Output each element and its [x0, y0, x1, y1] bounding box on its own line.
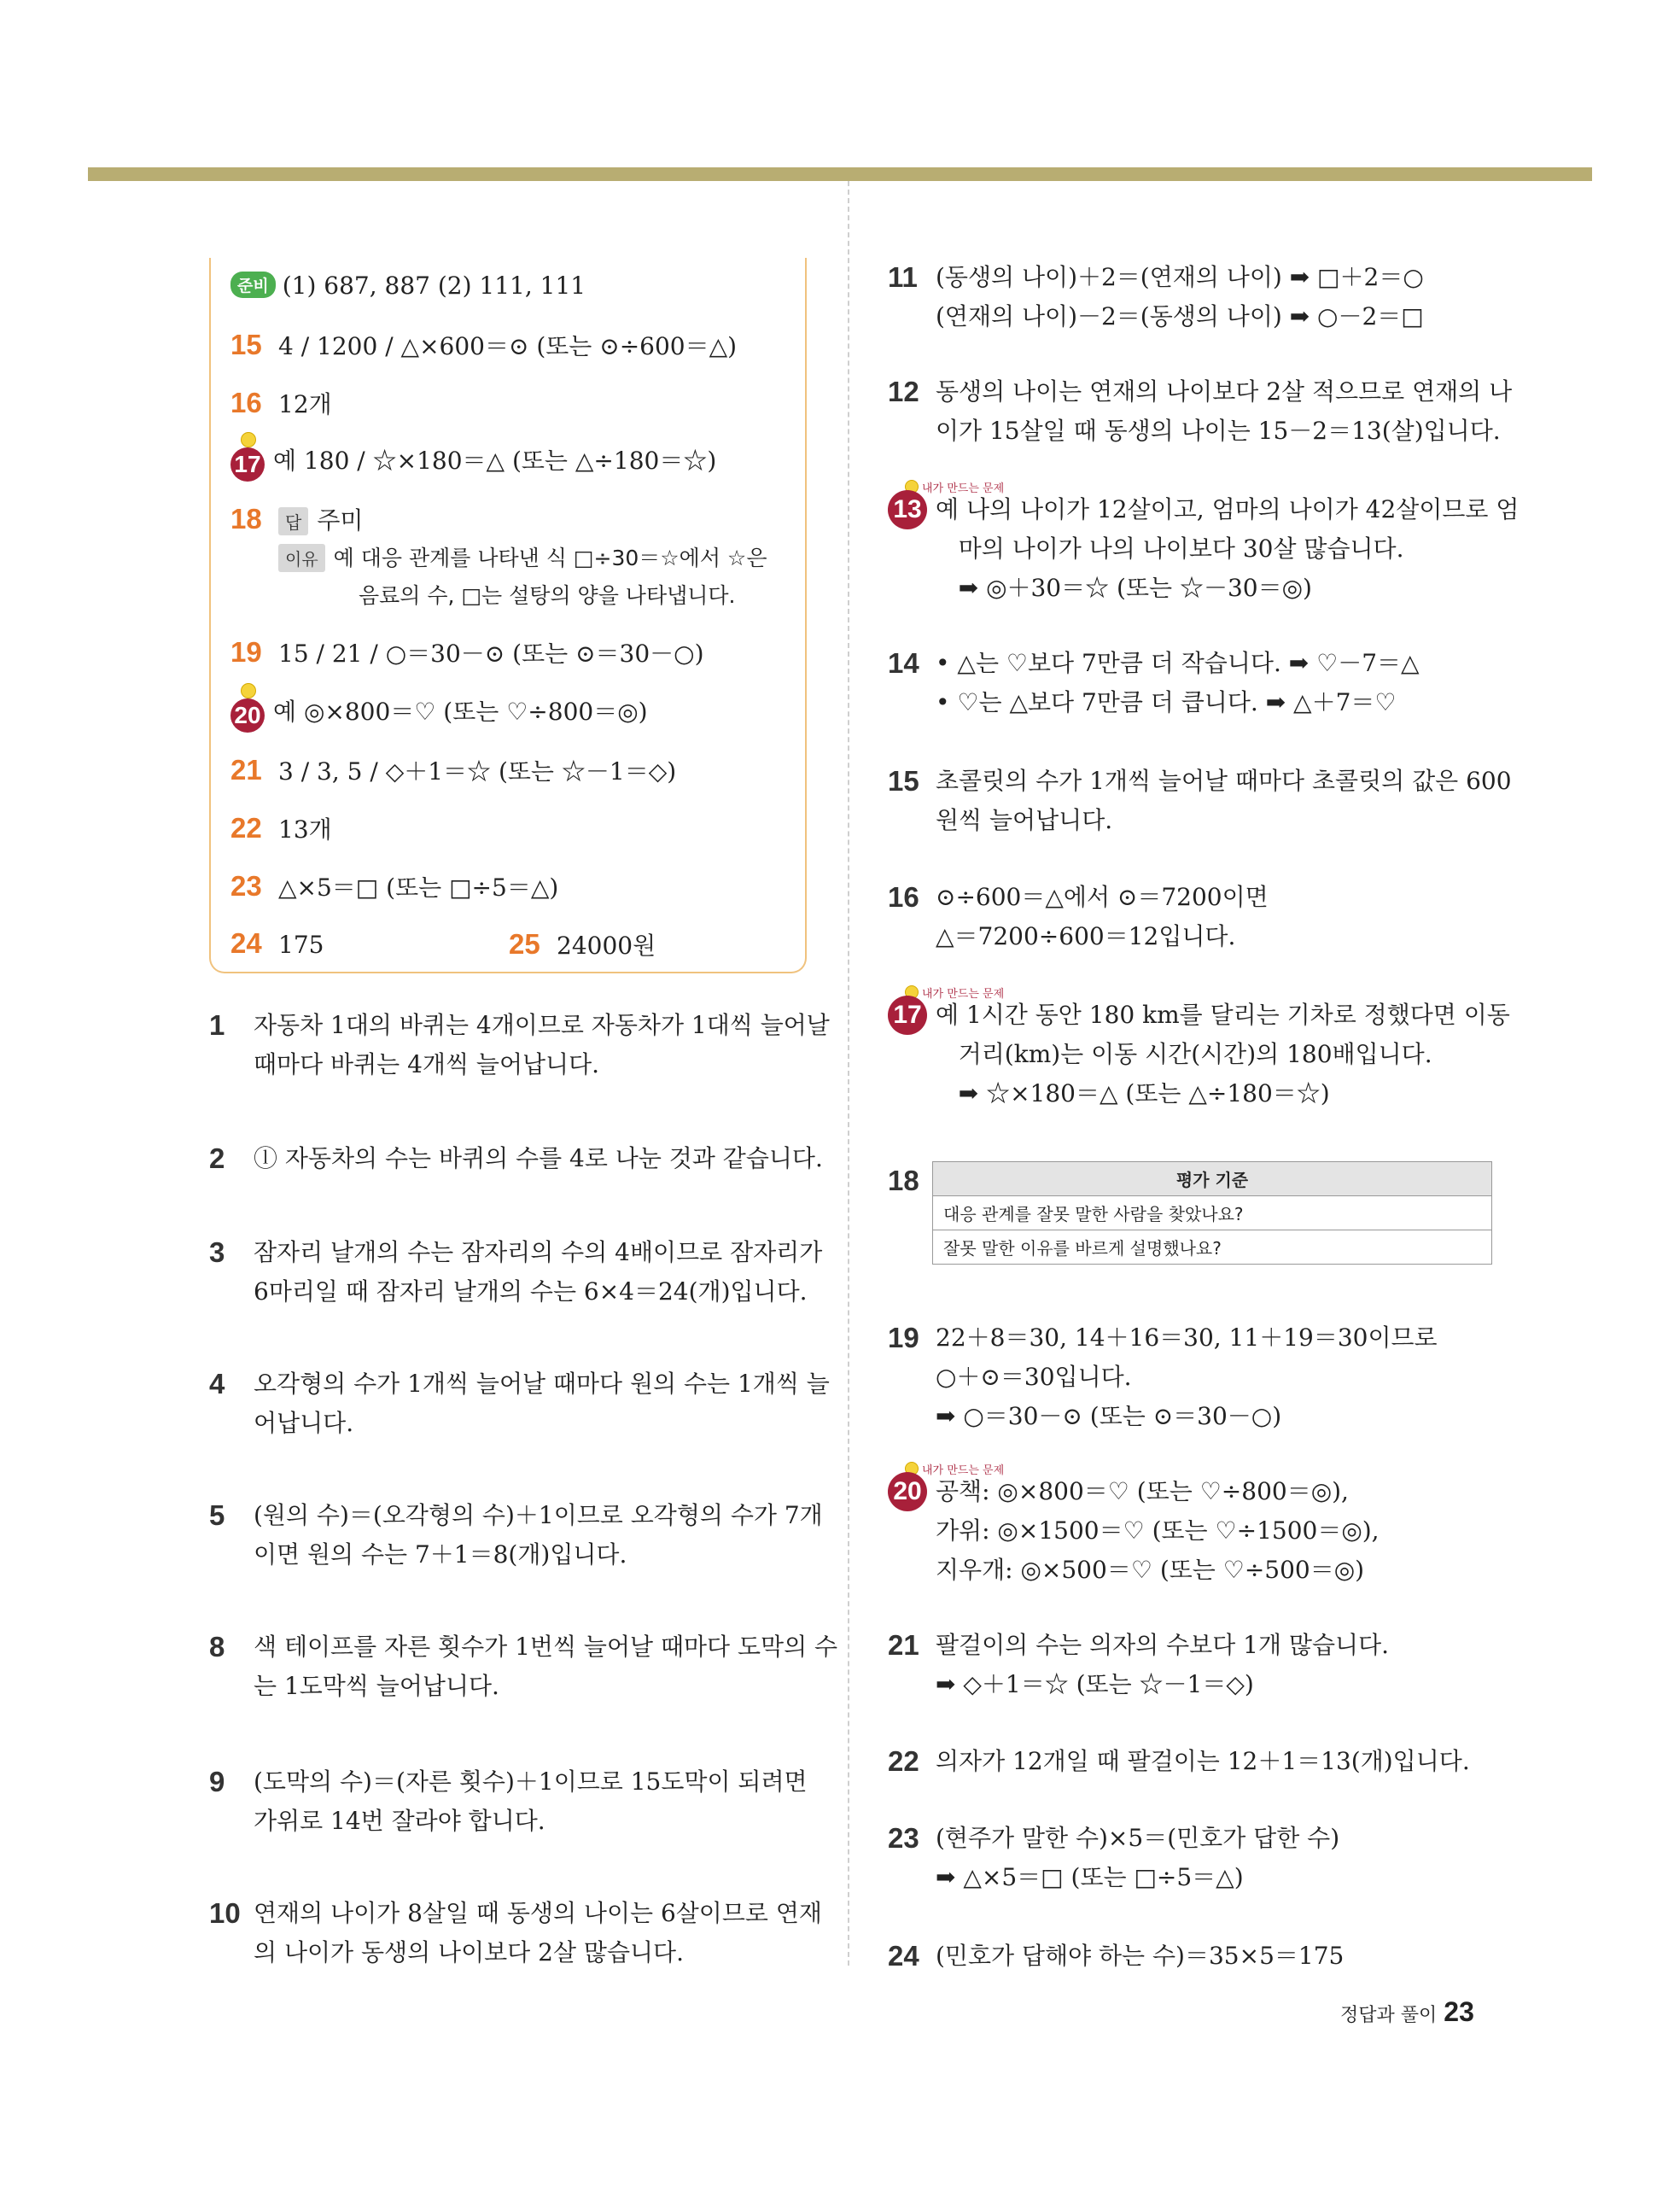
summary-number: 23	[230, 870, 262, 902]
solution-line: 예 1시간 동안 180 km를 달리는 기차로 정했다면 이동	[936, 1001, 1510, 1029]
solution-line: 가위: ◎×1500＝♡ (또는 ♡÷1500＝◎),	[936, 1516, 1380, 1545]
item-number: 3	[209, 1236, 225, 1268]
item-number: 14	[888, 647, 919, 679]
solution-line: 공책: ◎×800＝♡ (또는 ♡÷800＝◎),	[936, 1477, 1349, 1505]
summary-number: 15	[230, 329, 262, 360]
summary-row	[230, 386, 332, 420]
mine-problem-badge: 17	[888, 996, 927, 1035]
summary-text: 12개	[278, 390, 332, 418]
solution-line: 이면 원의 수는 7＋1＝8(개)입니다.	[254, 1540, 627, 1569]
solution-line: ➡ ◎＋30＝☆ (또는 ☆－30＝◎)	[936, 574, 1312, 602]
solution-line: 이가 15살일 때 동생의 나이는 15－2＝13(살)입니다.	[936, 417, 1501, 445]
item-number: 16	[888, 881, 919, 913]
summary-text: 예 180 / ☆×180＝△ (또는 △÷180＝☆)	[273, 447, 717, 475]
summary-reason	[278, 541, 767, 572]
solution-line: 22＋8＝30, 14＋16＝30, 11＋19＝30이므로	[936, 1323, 1438, 1352]
solution-line: 6마리일 때 잠자리 날개의 수는 6×4＝24(개)입니다.	[254, 1277, 808, 1306]
solution-line: 잠자리 날개의 수는 잠자리의 수의 4배이므로 잠자리가	[254, 1238, 823, 1266]
solution-line: ➡ ◇＋1＝☆ (또는 ☆－1＝◇)	[936, 1670, 1254, 1698]
solution-line: 팔걸이의 수는 의자의 수보다 1개 많습니다.	[936, 1631, 1390, 1659]
summary-number: 16	[230, 387, 262, 418]
mine-problem-badge: 17	[230, 447, 265, 482]
summary-text: 15 / 21 / ○＝30－⊙ (또는 ⊙＝30－○)	[278, 640, 704, 668]
solution-line: • △는 ♡보다 7만큼 더 작습니다. ➡ ♡－7＝△	[936, 649, 1420, 677]
solution-line: ⓛ 자동차의 수는 바퀴의 수를 4로 나눈 것과 같습니다.	[254, 1144, 823, 1172]
solution-line: 가위로 14번 잘라야 합니다.	[254, 1807, 545, 1835]
summary-text: △×5＝□ (또는 □÷5＝△)	[278, 873, 559, 902]
summary-number: 18	[230, 503, 262, 535]
solution-line: 색 테이프를 자른 횟수가 1번씩 늘어날 때마다 도막의 수	[254, 1633, 838, 1661]
evaluation-criteria-table	[932, 1161, 1492, 1265]
solution-line: 의 나이가 동생의 나이보다 2살 많습니다.	[254, 1938, 684, 1966]
solution-line: (민호가 답해야 하는 수)＝35×5＝175	[936, 1942, 1345, 1970]
summary-row	[230, 811, 332, 845]
reason-tag: 이유	[278, 544, 325, 572]
summary-text: 13개	[278, 815, 332, 844]
item-number: 21	[888, 1629, 919, 1661]
item-number: 9	[209, 1766, 225, 1797]
solution-line: 연재의 나이가 8살일 때 동생의 나이는 6살이므로 연재	[254, 1899, 822, 1927]
solution-line: △＝7200÷600＝12입니다.	[936, 922, 1236, 950]
answer-tag: 답	[278, 507, 308, 535]
item-number: 18	[888, 1165, 919, 1196]
summary-row	[230, 693, 648, 733]
summary-reason-line-2: 음료의 수, □는 설탕의 양을 나타냅니다.	[359, 583, 736, 608]
summary-number: 21	[230, 754, 262, 786]
summary-row	[230, 442, 716, 482]
solution-line: 어납니다.	[254, 1409, 354, 1437]
mine-problem-badge: 20	[888, 1472, 927, 1511]
page-number: 23	[1444, 1996, 1474, 2027]
solution-line: (도막의 수)＝(자른 횟수)＋1이므로 15도막이 되려면	[254, 1767, 808, 1796]
mine-problem-label: 내가 만드는 문제	[905, 470, 1004, 509]
solution-line: 예 나의 나이가 12살이고, 엄마의 나이가 42살이므로 엄	[936, 495, 1520, 523]
solution-line: 동생의 나이는 연재의 나이보다 2살 적으므로 연재의 나	[936, 377, 1513, 406]
summary-row	[230, 869, 558, 903]
solution-line: 원씩 늘어납니다.	[936, 806, 1113, 834]
summary-row	[230, 635, 704, 669]
solution-line: (연재의 나이)－2＝(동생의 나이) ➡ ○－2＝□	[936, 302, 1424, 330]
solution-line: 는 1도막씩 늘어납니다.	[254, 1672, 499, 1700]
item-number: 4	[209, 1368, 225, 1399]
item-number: 15	[888, 765, 919, 797]
junbi-text: (1) 687, 887 (2) 111, 111	[282, 272, 586, 300]
solution-line: 지우개: ◎×500＝♡ (또는 ♡÷500＝◎)	[936, 1556, 1365, 1584]
item-number: 1	[209, 1009, 225, 1041]
solution-line: ⊙÷600＝△에서 ⊙＝7200이면	[936, 883, 1269, 911]
summary-row	[230, 927, 324, 960]
solution-line: 자동차 1대의 바퀴는 4개이므로 자동차가 1대씩 늘어날	[254, 1011, 830, 1039]
reason-line-1: 예 대응 관계를 나타낸 식 □÷30＝☆에서 ☆은	[333, 546, 767, 570]
summary-number: 19	[230, 636, 262, 668]
summary-row	[230, 502, 363, 536]
solution-line: 의자가 12개일 때 팔걸이는 12＋1＝13(개)입니다.	[936, 1747, 1470, 1775]
solution-line: ➡ ○＝30－⊙ (또는 ⊙＝30－○)	[936, 1402, 1282, 1430]
junbi-badge: 준비	[230, 272, 276, 298]
mine-problem-badge: 13	[888, 490, 927, 529]
solution-line: 때마다 바퀴는 4개씩 늘어납니다.	[254, 1050, 600, 1078]
solution-line: (원의 수)＝(오각형의 수)＋1이므로 오각형의 수가 7개	[254, 1501, 823, 1529]
solution-line: ➡ △×5＝□ (또는 □÷5＝△)	[936, 1863, 1244, 1891]
criteria-row: 잘못 말한 이유를 바르게 설명했나요?	[933, 1230, 1492, 1265]
criteria-row: 대응 관계를 잘못 말한 사람을 찾았나요?	[933, 1196, 1492, 1230]
footer-label: 정답과 풀이	[1340, 2005, 1438, 2026]
solution-line: ➡ ☆×180＝△ (또는 △÷180＝☆)	[936, 1079, 1330, 1107]
item-number: 22	[888, 1745, 919, 1777]
summary-text: 3 / 3, 5 / ◇＋1＝☆ (또는 ☆－1＝◇)	[278, 757, 677, 786]
solution-line: (동생의 나이)＋2＝(연재의 나이) ➡ □＋2＝○	[936, 263, 1424, 291]
answer-summary-box	[209, 258, 807, 973]
smiley-icon	[241, 432, 256, 447]
solution-line: 초콜릿의 수가 1개씩 늘어날 때마다 초콜릿의 값은 600	[936, 767, 1512, 795]
mine-problem-badge: 20	[230, 698, 265, 733]
smiley-icon	[241, 683, 256, 698]
page-footer	[1340, 1996, 1474, 2028]
mine-problem-label: 내가 만드는 문제	[905, 975, 1004, 1014]
summary-text: 4 / 1200 / △×600＝⊙ (또는 ⊙÷600＝△)	[278, 332, 738, 360]
solution-line: (현주가 말한 수)×5＝(민호가 답한 수)	[936, 1824, 1340, 1852]
item-number: 5	[209, 1499, 225, 1531]
summary-text: 175	[278, 931, 324, 959]
mine-problem-label: 내가 만드는 문제	[905, 1452, 1004, 1491]
summary-junbi	[230, 272, 586, 300]
summary-number: 22	[230, 812, 262, 844]
solution-line: ○＋⊙＝30입니다.	[936, 1363, 1132, 1391]
summary-text: 예 ◎×800＝♡ (또는 ♡÷800＝◎)	[273, 698, 648, 726]
summary-number: 25	[509, 928, 540, 960]
item-number: 24	[888, 1940, 919, 1972]
solution-line: 마의 나이가 나의 나이보다 30살 많습니다.	[936, 535, 1404, 563]
item-number: 23	[888, 1822, 919, 1854]
column-divider	[848, 181, 849, 1966]
item-number: 11	[888, 261, 918, 293]
answer-text: 주미	[317, 506, 364, 535]
summary-text: 24000원	[557, 932, 656, 960]
solution-line: 거리(km)는 이동 시간(시간)의 180배입니다.	[936, 1040, 1432, 1068]
item-number: 12	[888, 376, 919, 407]
item-number: 2	[209, 1142, 225, 1174]
item-number: 8	[209, 1631, 225, 1662]
summary-row	[230, 753, 676, 787]
summary-row	[230, 328, 737, 362]
item-number: 10	[209, 1897, 241, 1929]
summary-number: 24	[230, 927, 262, 959]
header-bar	[88, 167, 1592, 181]
solution-line: • ♡는 △보다 7만큼 더 큽니다. ➡ △＋7＝♡	[936, 688, 1397, 716]
item-number: 19	[888, 1322, 919, 1353]
summary-row	[509, 927, 656, 961]
solution-line: 오각형의 수가 1개씩 늘어날 때마다 원의 수는 1개씩 늘	[254, 1370, 830, 1398]
criteria-header: 평가 기준	[933, 1162, 1492, 1196]
